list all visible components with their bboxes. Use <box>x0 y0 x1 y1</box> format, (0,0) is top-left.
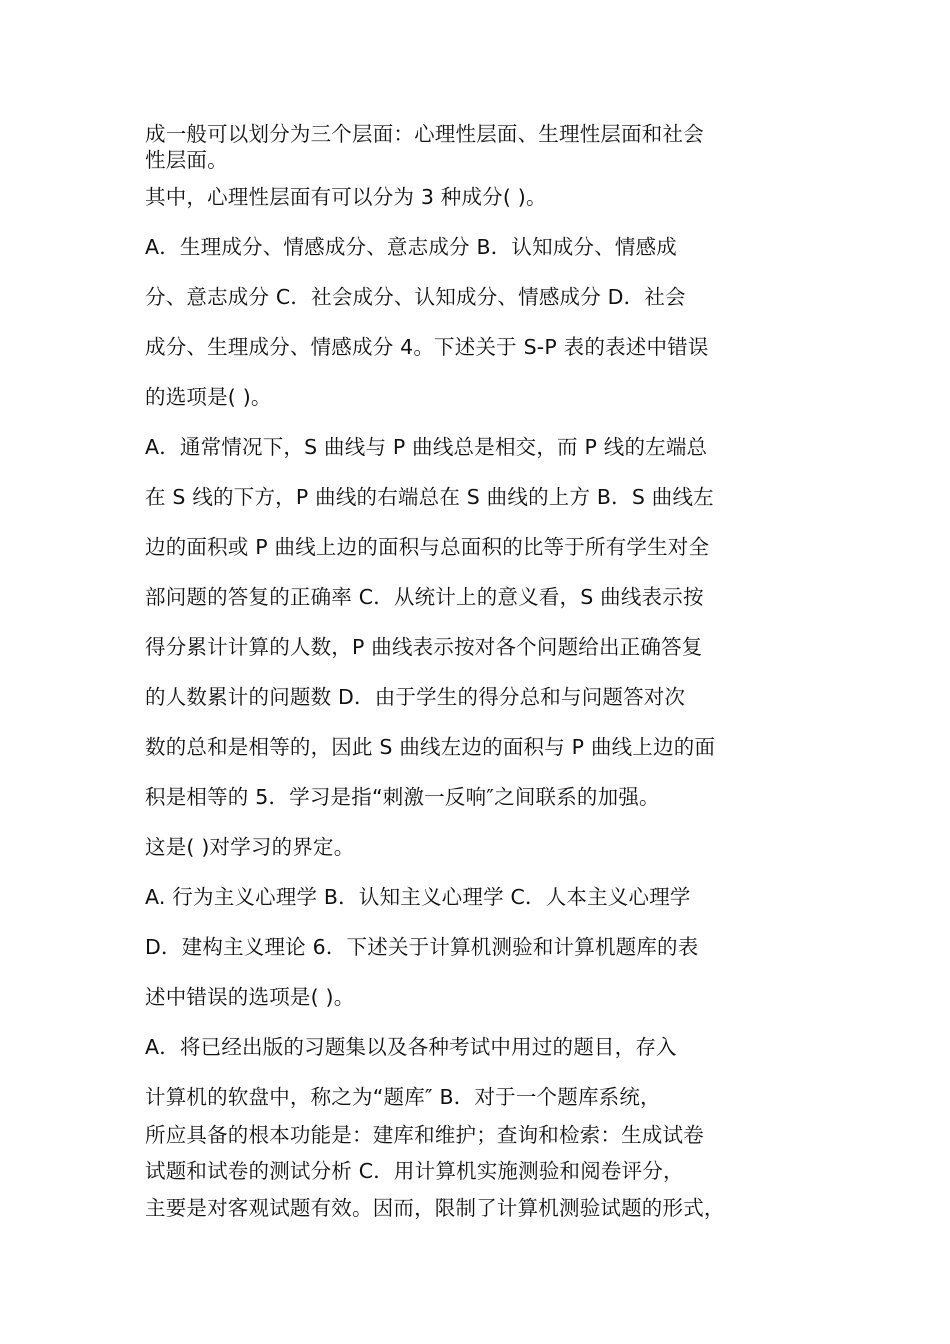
text-line: 所应具备的根本功能是：建库和维护；查询和检索：生成试卷 <box>145 1123 704 1147</box>
text-line: 分、意志成分 C．社会成分、认知成分、情感成分 D．社会 <box>145 285 686 309</box>
text-line: A. 行为主义心理学 B．认知主义心理学 C．人本主义心理学 <box>145 885 691 909</box>
text-line: 试题和试卷的测试分析 C．用计算机实施测验和阅卷评分， <box>145 1159 684 1183</box>
text-line: 成分、生理成分、情感成分 4。下述关于 S-P 表的表述中错误 <box>145 335 709 359</box>
text-line: 这是( )对学习的界定。 <box>145 835 355 859</box>
text-line: 述中错误的选项是( )。 <box>145 985 355 1009</box>
text-line: D．建构主义理论 6．下述关于计算机测验和计算机题库的表 <box>145 935 699 959</box>
text-line: 得分累计计算的人数，P 曲线表示按对各个问题给出正确答复 <box>145 635 703 659</box>
text-line: A．通常情况下，S 曲线与 P 曲线总是相交，而 P 线的左端总 <box>145 435 708 459</box>
text-line: 部问题的答复的正确率 C．从统计上的意义看，S 曲线表示按 <box>145 585 704 609</box>
text-line: 计算机的软盘中，称之为“题库″ B．对于一个题库系统， <box>145 1085 661 1109</box>
text-line: 其中，心理性层面有可以分为 3 种成分( )。 <box>145 185 547 209</box>
text-line: A．将已经出版的习题集以及各种考试中用过的题目，存入 <box>145 1035 677 1059</box>
text-line: 的选项是( )。 <box>145 385 272 409</box>
text-line: 数的总和是相等的，因此 S 曲线左边的面积与 P 曲线上边的面 <box>145 735 716 759</box>
text-line: 积是相等的 5．学习是指“刺激一反响″之间联系的加强。 <box>145 785 660 809</box>
text-line: 成一般可以划分为三个层面：心理性层面、生理性层面和社会 <box>145 122 704 146</box>
text-line: 性层面。 <box>145 148 228 172</box>
text-line: A．生理成分、情感成分、意志成分 B．认知成分、情感成 <box>145 235 678 259</box>
text-line: 边的面积或 P 曲线上边的面积与总面积的比等于所有学生对全 <box>145 535 710 559</box>
text-line: 的人数累计的问题数 D．由于学生的得分总和与问题答对次 <box>145 685 686 709</box>
text-line: 主要是对客观试题有效。因而，限制了计算机测验试题的形式， <box>145 1196 725 1220</box>
text-line: 在 S 线的下方，P 曲线的右端总在 S 曲线的上方 B．S 曲线左 <box>145 485 714 509</box>
